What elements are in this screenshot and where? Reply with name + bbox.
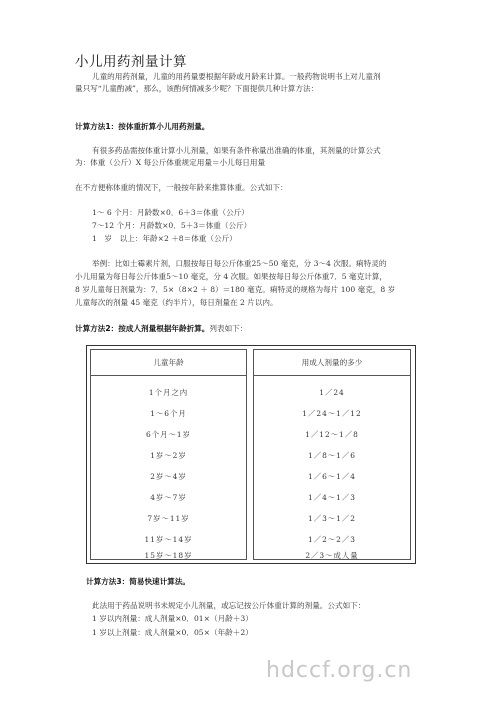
example-line4: 儿童每次的剂量 45 毫克（约半片），每日剂量在 2 片以内。 xyxy=(75,298,278,307)
site-watermark: hdccf.org.cn xyxy=(266,658,413,683)
intro-line-1: 儿童的用药剂量，儿童的用药量要根据年龄或月龄来计算。一般药物说明书上对儿童剂 xyxy=(92,72,381,81)
dose-cell: 1／3～1／2 xyxy=(308,514,356,523)
age-column xyxy=(90,349,247,560)
age-cell: 2岁～4岁 xyxy=(150,472,187,481)
method1-p2: 在不方便称体重的情况下，一般按年龄来推算体重。公式如下： xyxy=(75,183,288,192)
dose-cell: 1／6～1／4 xyxy=(308,472,356,481)
age-cell: 1个月之内 xyxy=(148,388,189,397)
dose-column xyxy=(253,349,411,560)
age-cell: 4岁～7岁 xyxy=(150,493,187,502)
dose-cell: 1／12～1／8 xyxy=(305,430,359,439)
method2-heading-line xyxy=(75,323,247,336)
method3-p1: 此法用于药品说明书未规定小儿剂量，或忘记按公斤体重计算的剂量。公式如下： xyxy=(92,601,366,610)
method1-p1-line1: 有很多药品需按体重计算小儿剂量，如果有条件称量出准确的体重，其剂量的计算公式 xyxy=(92,146,381,155)
age-cell: 11岁～14岁 xyxy=(144,535,193,544)
method1-heading: 计算方法1：按体重折算小儿用药剂量。 xyxy=(75,122,210,131)
dose-cell: 2／3～成人量 xyxy=(305,551,359,560)
dose-cell: 1／4～1／3 xyxy=(308,493,356,502)
method3-formula-1: 1 岁以内剂量：成人剂量×0．01×（月龄＋3） xyxy=(92,614,253,623)
page-title: 小儿用药剂量计算 xyxy=(75,54,187,70)
formula-3: 1 岁 以上：年龄×2 ＋8＝体重（公斤） xyxy=(92,234,237,243)
dose-cell: 1／2～2／3 xyxy=(308,535,356,544)
method1-p1-line2: 为：体重（公斤）X 每公斤体重规定用量＝小儿每日用量 xyxy=(75,158,266,167)
dose-cell: 1／24 xyxy=(319,388,345,397)
dose-cell: 1／8～1／6 xyxy=(308,451,356,460)
age-cell: 6个月～1岁 xyxy=(146,430,191,439)
age-cell: 7岁～11岁 xyxy=(147,514,190,523)
age-cell: 15岁～18岁 xyxy=(144,551,193,560)
formula-1: 1～ 6 个月：月龄数×0．6＋3＝体重（公斤） xyxy=(92,208,249,217)
method2-heading: 计算方法2：按成人剂量根据年龄折算。 xyxy=(75,324,210,333)
dose-column-header: 用成人剂量的多少 xyxy=(254,350,410,376)
dose-cell: 1／24～1／12 xyxy=(302,409,362,418)
example-line3: 8 岁儿童每日剂量为：7．5×（8×2 ＋ 8）＝180 毫克。痢特灵的规格为每片 100 毫克，8 岁 xyxy=(75,285,396,294)
intro-line-2: 量只写“儿童酌减”，那么，该酌何情减多少呢？下面提供几种计算方法： xyxy=(75,84,319,93)
example-line1: 举例：比如土霉素片剂，口服按每日每公斤体重25～50 毫克，分 3～4 次服。痢特灵的 xyxy=(92,259,387,268)
dosage-table xyxy=(86,345,416,564)
age-cell: 1～6个月 xyxy=(150,409,187,418)
method3-formula-2: 1 岁以上剂量：成人剂量×0．05×（年龄＋2） xyxy=(92,628,253,637)
age-cell: 1岁～2岁 xyxy=(150,451,187,460)
example-line2: 小儿用量为每日每公斤体重5～10 毫克，分 4 次服。如果按每日每公斤体重7．5 毫克计算， xyxy=(75,272,388,281)
formula-2: 7～12 个月：月龄数×0．5＋3＝体重（公斤） xyxy=(92,221,252,230)
age-column-header: 儿童年龄 xyxy=(91,350,246,376)
method2-heading-suffix: 列表如下： xyxy=(209,324,248,333)
method3-heading: 计算方法3：简易快速计算法。 xyxy=(86,577,191,586)
